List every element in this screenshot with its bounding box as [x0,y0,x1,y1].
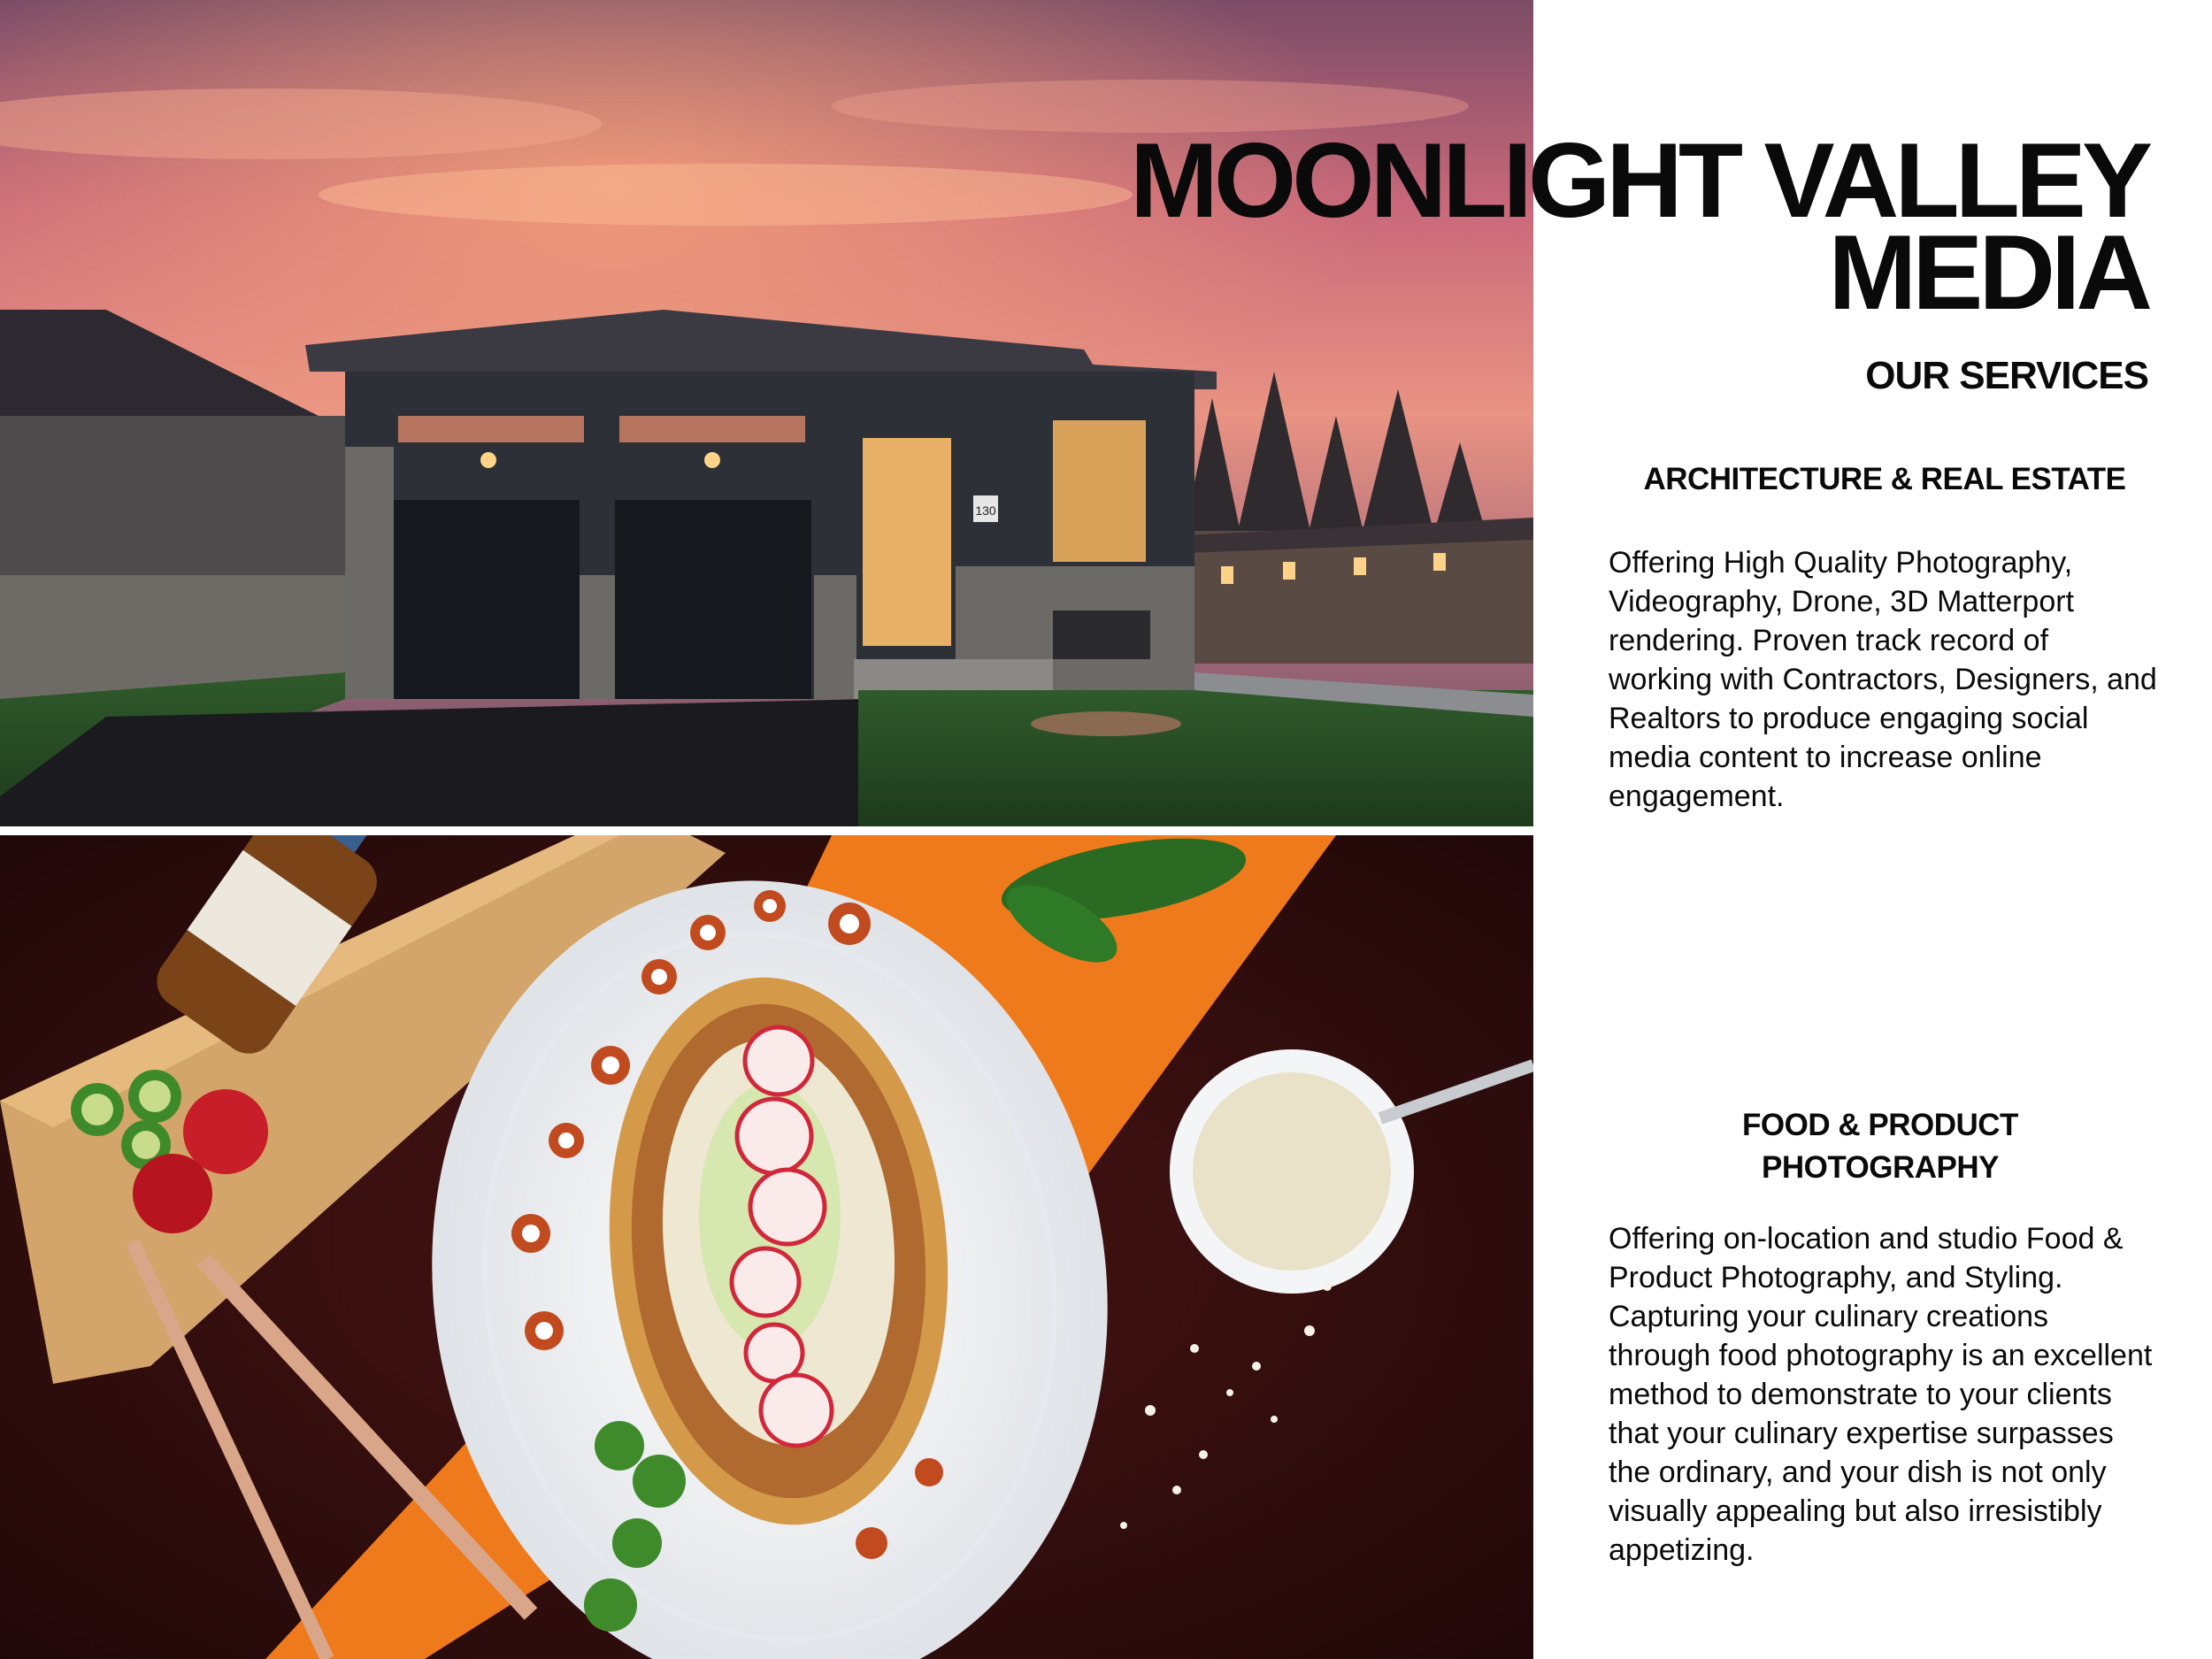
food-photo [0,835,1533,1659]
brand-line-2: MEDIA [1828,213,2148,332]
service-title-food: FOOD & PRODUCT PHOTOGRAPHY [1742,1108,2018,1185]
service-title-architecture: ARCHITECTURE & REAL ESTATE [1643,462,2126,496]
service-description-food: Offering on-location and studio Food & Product Photography, and Styling. Capturing your culinary creations through food photography is an excellent method to demonstrate to your clients that your culinary expertise surpasses the ordinary, and your dish is not only visually appealing but also irresistibly appetizing. [1609,1222,2153,1567]
brand-line-1: MOONLIGHT VALLEY [1129,121,2148,240]
brand-title [1129,121,2148,332]
house-number: 130 [975,503,996,518]
services-heading: OUR SERVICES [1865,354,2148,397]
service-description-architecture: Offering High Quality Photography, Videography, Drone, 3D Matterport rendering. Proven track record of working with Contractors, Designers, and Realtors to produce engaging social media content to increase online engagement. [1609,546,2157,813]
